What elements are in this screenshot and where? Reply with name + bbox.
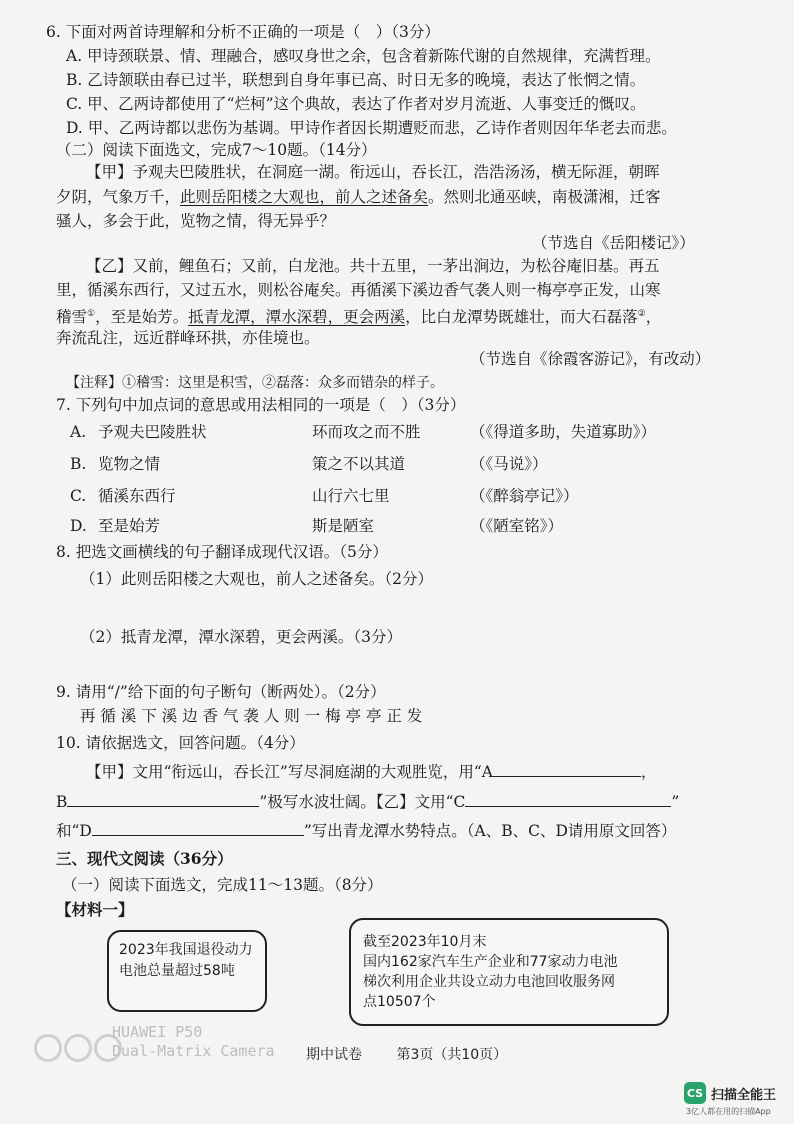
q7-item-1: 循溪东西行 bbox=[98, 487, 176, 505]
lens-circle bbox=[64, 1034, 92, 1062]
yi-line-3-d: ， bbox=[645, 308, 662, 327]
yi-underlined-sentence: 抵青龙潭，潭水深碧，更会两溪 bbox=[188, 308, 406, 327]
camscanner-logo-icon: CS bbox=[684, 1082, 706, 1104]
q7-source: （《醉翁亭记》） bbox=[470, 487, 579, 505]
q10-line-2-end: ” bbox=[671, 793, 680, 811]
q10-stem: 10. 请依据选文，回答问题。（4分） bbox=[56, 734, 305, 752]
q7-key: B. bbox=[70, 455, 87, 473]
material-box-right-line-4: 点10507个 bbox=[363, 994, 436, 1010]
q10-line-3-a: 和“D bbox=[56, 822, 92, 840]
part3-title: 三、现代文阅读（36分） bbox=[56, 849, 233, 868]
part2-title: （二）阅读下面选文，完成7～10题。（14分） bbox=[56, 141, 377, 159]
q6-option-d: D. 甲、乙两诗都以悲伤为基调。甲诗作者因长期遭贬而悲，乙诗作者则因年华老去而悲。 bbox=[66, 119, 677, 137]
yi-line-1: 【乙】又前，鲤鱼石；又前，白龙池。共十五里，一茅出涧边，为松谷庵旧基。再五 bbox=[86, 257, 660, 275]
q8-sentence-1: （1）此则岳阳楼之大观也，前人之述备矣。（2分） bbox=[80, 570, 433, 588]
q7-row-b bbox=[70, 454, 548, 474]
material-box-right-line-1: 截至2023年10月末 bbox=[363, 934, 487, 950]
jia-line-3: 骚人，多会于此，览物之情，得无异乎？ bbox=[56, 212, 336, 230]
material-box-left-text: 2023年我国退役动力电池总量超过58吨 bbox=[119, 942, 253, 979]
part3-subtitle: （一）阅读下面选文，完成11～13题。（8分） bbox=[62, 876, 383, 894]
q7-item-1: 至是始芳 bbox=[98, 517, 161, 535]
q10-line-2-a: B bbox=[56, 793, 68, 811]
scanner-tagline: 3亿人都在用的扫描App bbox=[686, 1107, 771, 1116]
answer-blank-c[interactable] bbox=[465, 791, 671, 807]
page-footer bbox=[110, 1044, 507, 1064]
q10-line-1-text: 【甲】文用“衔远山，吞长江”写尽洞庭湖的大观胜览，用“A bbox=[86, 763, 493, 781]
answer-blank-b[interactable] bbox=[67, 791, 259, 807]
q6-stem: 6. 下面对两首诗理解和分析不正确的一项是（ ）（3分） bbox=[46, 23, 440, 41]
q10-line-1-end: ， bbox=[640, 763, 657, 781]
material-box-right bbox=[349, 918, 669, 1026]
q7-item-2: 山行六七里 bbox=[312, 487, 390, 505]
jia-line-1: 【甲】予观夫巴陵胜状，在洞庭一湖。衔远山，吞长江，浩浩汤汤，横无际涯，朝晖 bbox=[86, 163, 660, 181]
material-box-right-line-2: 国内162家汽车生产企业和77家动力电池 bbox=[363, 954, 618, 970]
footer-page-number: 第3页（共10页） bbox=[396, 1047, 508, 1063]
q8-stem: 8. 把选文画横线的句子翻译成现代汉语。（5分） bbox=[56, 543, 388, 561]
watermark-line-1: HUAWEI P50 bbox=[112, 1023, 203, 1041]
jia-line-2 bbox=[56, 187, 661, 207]
jia-line-2-b: 。然则北通巫峡，南极潇湘，迁客 bbox=[428, 188, 661, 206]
q10-line-2-b: ”极写水波壮阔。【乙】文用“C bbox=[259, 793, 466, 811]
jia-underlined-sentence: 此则岳阳楼之大观也，前人之述备矣 bbox=[180, 188, 429, 206]
jia-source: （节选自《岳阳楼记》） bbox=[532, 234, 695, 252]
q7-row-c bbox=[70, 486, 579, 506]
q7-key: C. bbox=[70, 487, 87, 505]
footnote-mark-2: ② bbox=[637, 309, 646, 319]
q7-row-a bbox=[70, 422, 656, 442]
q7-source: （《陋室铭》） bbox=[470, 517, 564, 535]
q10-line-3-b: ”写出青龙潭水势特点。（A、B、C、D请用原文回答） bbox=[303, 822, 677, 840]
footnote-mark-1: ① bbox=[87, 309, 96, 319]
scanner-branding bbox=[684, 1082, 776, 1104]
q6-option-c: C. 甲、乙两诗都使用了“烂柯”这个典故，表达了作者对岁月流逝、人事变迁的慨叹。 bbox=[66, 95, 646, 113]
yi-line-2: 里，循溪东西行，又过五水，则松谷庵矣。再循溪下溪边香气袭人则一梅亭亭正发，山寒 bbox=[56, 281, 661, 299]
q7-item-2: 斯是陋室 bbox=[312, 517, 375, 535]
answer-blank-d[interactable] bbox=[92, 820, 304, 836]
q7-item-2: 策之不以其道 bbox=[312, 455, 406, 473]
q8-sentence-2: （2）抵青龙潭，潭水深碧，更会两溪。（3分） bbox=[80, 628, 402, 646]
q6-option-b: B. 乙诗颔联由春已过半，联想到自身年事已高、时日无多的晚境，表达了怅惘之情。 bbox=[66, 71, 646, 89]
answer-blank-a[interactable] bbox=[493, 761, 641, 777]
lens-circle bbox=[34, 1034, 62, 1062]
yi-line-3 bbox=[56, 304, 661, 327]
footer-exam-label: 期中试卷 bbox=[306, 1047, 362, 1063]
yi-line-3-c: ，比白龙潭势既雄壮，而大石磊落 bbox=[405, 308, 638, 327]
yi-source: （节选自《徐霞客游记》，有改动） bbox=[470, 350, 711, 368]
q7-key: D. bbox=[70, 517, 87, 535]
yi-line-4: 奔流乱注，远近群峰环拱，亦佳境也。 bbox=[56, 329, 320, 347]
jia-line-2-a: 夕阴，气象万千， bbox=[56, 188, 181, 206]
watermark-line-2: Dual-Matrix Camera bbox=[112, 1042, 275, 1060]
q10-line-2 bbox=[56, 791, 679, 812]
q7-source: （《马说》） bbox=[470, 455, 548, 473]
material-box-right-line-3: 梯次利用企业共设立动力电池回收服务网 bbox=[363, 974, 615, 990]
scanner-app-name: 扫描全能王 bbox=[711, 1087, 777, 1103]
q9-sentence: 再 循 溪 下 溪 边 香 气 袭 人 则 一 梅 亭 亭 正 发 bbox=[80, 707, 423, 725]
q7-item-1: 览物之情 bbox=[98, 455, 161, 473]
q6-option-a: A. 甲诗颈联景、情、理融合，感叹身世之余，包含着新陈代谢的自然规律，充满哲理。 bbox=[66, 47, 661, 65]
annotation: 【注释】①稽雪：这里是积雪，②磊落：众多而错杂的样子。 bbox=[66, 375, 444, 391]
q9-stem: 9. 请用“/”给下面的句子断句（断两处）。（2分） bbox=[56, 683, 386, 701]
q7-item-1: 予观夫巴陵胜状 bbox=[98, 423, 207, 441]
q7-key: A. bbox=[70, 423, 87, 441]
q7-source: （《得道多助，失道寡助》） bbox=[470, 423, 657, 441]
material-one-label: 【材料一】 bbox=[56, 900, 134, 919]
yi-line-3-a: 稽雪 bbox=[56, 308, 88, 327]
yi-line-3-b: ，至是始芳。 bbox=[95, 308, 189, 327]
q10-line-3 bbox=[56, 820, 676, 841]
q7-row-d bbox=[70, 516, 563, 536]
material-box-left bbox=[107, 930, 267, 1012]
q10-line-1 bbox=[86, 761, 656, 782]
q7-stem: 7. 下列句中加点词的意思或用法相同的一项是（ ）（3分） bbox=[56, 396, 466, 414]
q7-item-2: 环而攻之而不胜 bbox=[312, 423, 421, 441]
